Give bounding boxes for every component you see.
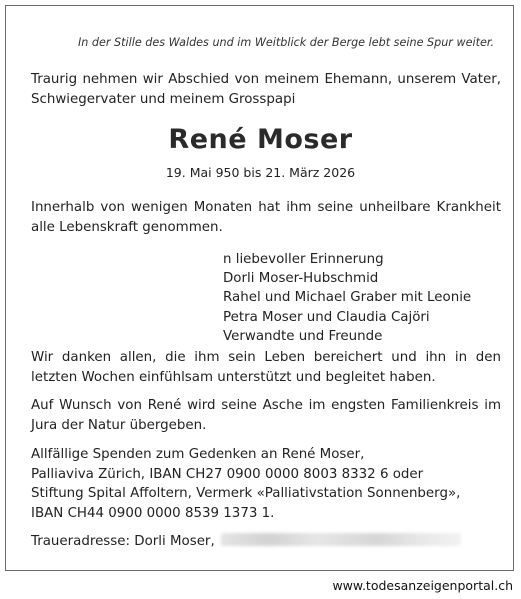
mourners-line: n liebevoller Erinnerung	[223, 252, 384, 267]
redacted-address	[221, 533, 461, 546]
mourners-list	[223, 250, 471, 346]
donations-line: Stiftung Spital Affoltern, Vermerk «Palliativstation Sonnenberg»,	[31, 486, 461, 501]
life-dates: 19. Mai 950 bis 21. März 2026	[165, 165, 356, 180]
deceased-name: René Moser	[168, 124, 353, 155]
wish-text: Auf Wunsch von René wird seine Asche im engsten Familienkreis im Jura der Natur übergeben.	[31, 398, 501, 433]
donations-line: IBAN CH44 0900 0000 8539 1373 1.	[31, 505, 275, 521]
thanks-text: Wir danken allen, die ihm sein Leben bereichert und ihn in den letzten Wochen einfühlsam unterstützt und begleitet haben.	[31, 350, 501, 385]
obituary-card	[5, 5, 514, 571]
footer-url[interactable]: www.todesanzeigenportal.ch	[332, 578, 513, 593]
donations-line: Allfällige Spenden zum Gedenken an René Moser,	[31, 447, 365, 462]
mourners-line: Rahel und Michael Graber mit Leonie	[223, 290, 472, 306]
mourning-address	[31, 533, 461, 549]
mourners-line: Petra Moser und Claudia Cajöri	[223, 309, 430, 325]
donations-block	[31, 445, 501, 523]
intro-text: Traurig nehmen wir Abschied von meinem Ehemann, unserem Vater, Schwiegervater und meinem Grosspapi	[31, 72, 501, 107]
mourners-line: Dorli Moser-Hubschmid	[223, 271, 379, 287]
donations-line: Palliaviva Zürich, IBAN CH27 0900 0000 8003 8332 6 oder	[31, 466, 424, 482]
motto: In der Stille des Waldes und im Weitblick der Berge lebt seine Spur weiter.	[77, 36, 494, 49]
address-label: Traueradresse: Dorli Moser,	[31, 534, 215, 549]
illness-text: Innerhalb von wenigen Monaten hat ihm seine unheilbare Krankheit alle Lebenskraft genommen.	[31, 200, 501, 235]
mourners-line: Verwandte und Freunde	[223, 328, 383, 344]
